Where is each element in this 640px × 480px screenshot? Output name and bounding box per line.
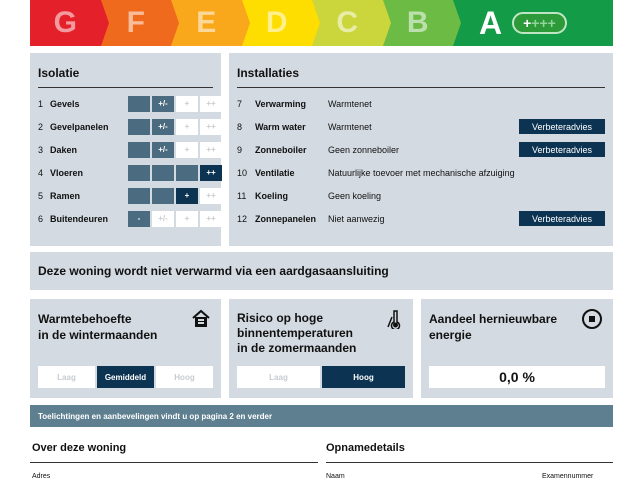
risico-title bbox=[237, 311, 356, 356]
option-laag: Laag bbox=[237, 366, 320, 388]
thermometer-icon bbox=[385, 309, 405, 329]
row-label: Gevelpanelen bbox=[50, 121, 109, 132]
risico-panel bbox=[229, 299, 413, 398]
scale-cell bbox=[128, 165, 150, 181]
row-label: Vloeren bbox=[50, 167, 84, 178]
divider bbox=[326, 462, 613, 463]
plus-indicator bbox=[512, 12, 567, 34]
isolatie-scale bbox=[128, 119, 222, 135]
energy-class-letter: E bbox=[196, 6, 217, 39]
installaties-panel bbox=[229, 53, 613, 246]
naam-label: Naam bbox=[326, 473, 345, 480]
scale-cell bbox=[128, 188, 150, 204]
isolatie-panel bbox=[30, 53, 221, 246]
row-label: Ventilatie bbox=[255, 167, 295, 178]
option-laag: Laag bbox=[38, 366, 95, 388]
installatie-row bbox=[237, 164, 613, 181]
divider bbox=[30, 462, 318, 463]
row-value: Warmtenet bbox=[328, 121, 372, 132]
energy-class-current bbox=[453, 0, 613, 46]
scale-cell bbox=[152, 188, 174, 204]
energy-class-b bbox=[383, 0, 454, 46]
house-icon bbox=[191, 309, 211, 329]
row-value: Niet aanwezig bbox=[328, 213, 385, 224]
installatie-row bbox=[237, 118, 613, 135]
row-value: Natuurlijke toevoer met mechanische afzuiging bbox=[328, 167, 515, 178]
scale-cell: +/- bbox=[152, 142, 174, 158]
verbeteradvies-button[interactable]: Verbeteradvies bbox=[519, 142, 605, 157]
row-value: Warmtenet bbox=[328, 98, 372, 109]
option-hoog: Hoog bbox=[156, 366, 213, 388]
over-title: Over deze woning bbox=[32, 442, 127, 454]
scale-cell: + bbox=[176, 96, 198, 112]
scale-cell bbox=[128, 119, 150, 135]
energy-class-d bbox=[242, 0, 313, 46]
isolatie-row bbox=[38, 210, 216, 227]
installaties-list bbox=[237, 95, 613, 246]
installatie-row bbox=[237, 187, 613, 204]
warmtebehoefte-title bbox=[38, 311, 157, 343]
energy-class-f bbox=[101, 0, 172, 46]
title-line: Aandeel hernieuwbare bbox=[429, 312, 558, 326]
warmtebehoefte-scale bbox=[38, 366, 213, 388]
scale-cell: + bbox=[176, 211, 198, 227]
row-label: Daken bbox=[50, 144, 78, 155]
hernieuwbaar-title bbox=[429, 311, 557, 343]
installatie-row bbox=[237, 210, 613, 227]
scale-cell: ++ bbox=[200, 142, 222, 158]
scale-cell: + bbox=[176, 188, 198, 204]
scale-cell: + bbox=[176, 119, 198, 135]
gas-notice-panel bbox=[30, 252, 613, 290]
option-hoog: Hoog bbox=[322, 366, 405, 388]
title-line: Risico op hoge bbox=[237, 311, 324, 325]
isolatie-row bbox=[38, 118, 216, 135]
recycle-icon bbox=[581, 308, 603, 330]
row-number: 5 bbox=[38, 190, 44, 201]
plus-on: + bbox=[523, 15, 532, 31]
energy-class-letter: G bbox=[53, 6, 77, 39]
installatie-row bbox=[237, 141, 613, 158]
row-number: 10 bbox=[237, 167, 248, 178]
scale-cell: - bbox=[128, 211, 150, 227]
hernieuwbaar-panel bbox=[421, 299, 613, 398]
isolatie-scale bbox=[128, 142, 222, 158]
energy-class-letter: C bbox=[336, 6, 359, 39]
isolatie-row bbox=[38, 187, 216, 204]
energy-class-e bbox=[171, 0, 242, 46]
isolatie-title: Isolatie bbox=[38, 66, 80, 80]
row-label: Ramen bbox=[50, 190, 81, 201]
title-line: Warmtebehoefte bbox=[38, 312, 132, 326]
row-number: 4 bbox=[38, 167, 44, 178]
row-label: Gevels bbox=[50, 98, 80, 109]
scale-cell bbox=[128, 96, 150, 112]
scale-cell bbox=[128, 142, 150, 158]
energy-class-c bbox=[312, 0, 383, 46]
row-number: 7 bbox=[237, 98, 243, 109]
row-number: 8 bbox=[237, 121, 243, 132]
row-label: Warm water bbox=[255, 121, 306, 132]
divider bbox=[38, 87, 213, 88]
row-label: Verwarming bbox=[255, 98, 307, 109]
isolatie-row bbox=[38, 164, 216, 181]
verbeteradvies-button[interactable]: Verbeteradvies bbox=[519, 211, 605, 226]
title-line: binnentemperaturen bbox=[237, 326, 354, 340]
scale-cell: +/- bbox=[152, 211, 174, 227]
scale-cell: +/- bbox=[152, 96, 174, 112]
title-line: in de wintermaanden bbox=[38, 328, 158, 342]
row-number: 1 bbox=[38, 98, 44, 109]
scale-cell: + bbox=[176, 142, 198, 158]
isolatie-row bbox=[38, 141, 216, 158]
divider bbox=[237, 87, 605, 88]
opname-title: Opnamedetails bbox=[326, 442, 405, 454]
gas-notice: Deze woning wordt niet verwarmd via een aardgasaansluiting bbox=[38, 264, 389, 278]
energy-class-letter: D bbox=[265, 6, 288, 39]
risico-scale bbox=[237, 366, 405, 388]
row-label: Zonnepanelen bbox=[255, 213, 317, 224]
energy-label-scale bbox=[30, 0, 613, 46]
scale-cell: ++ bbox=[200, 96, 222, 112]
scale-cell: ++ bbox=[200, 211, 222, 227]
isolatie-scale bbox=[128, 211, 222, 227]
row-number: 12 bbox=[237, 213, 248, 224]
row-number: 3 bbox=[38, 144, 44, 155]
info-banner: Toelichtingen en aanbevelingen vindt u op pagina 2 en verder bbox=[30, 405, 613, 427]
warmtebehoefte-panel bbox=[30, 299, 221, 398]
energy-class-letter: B bbox=[406, 6, 429, 39]
installatie-row bbox=[237, 95, 613, 112]
hernieuwbaar-value: 0,0 % bbox=[429, 366, 605, 388]
row-number: 2 bbox=[38, 121, 44, 132]
row-label: Koeling bbox=[255, 190, 288, 201]
scale-cell: ++ bbox=[200, 188, 222, 204]
row-number: 6 bbox=[38, 213, 44, 224]
row-value: Geen koeling bbox=[328, 190, 382, 201]
adres-label: Adres bbox=[32, 473, 51, 480]
scale-cell bbox=[176, 165, 198, 181]
scale-cell: +/- bbox=[152, 119, 174, 135]
examennummer-label: Examennummer bbox=[542, 473, 594, 480]
row-number: 9 bbox=[237, 144, 243, 155]
isolatie-list bbox=[38, 95, 216, 246]
title-line: in de zomermaanden bbox=[237, 341, 357, 355]
isolatie-scale bbox=[128, 188, 222, 204]
isolatie-scale bbox=[128, 165, 222, 181]
scale-cell bbox=[152, 165, 174, 181]
title-line: energie bbox=[429, 328, 472, 342]
scale-cell: ++ bbox=[200, 165, 222, 181]
plus-off: +++ bbox=[531, 15, 556, 31]
energy-class-letter: A bbox=[479, 4, 503, 41]
row-value: Geen zonneboiler bbox=[328, 144, 400, 155]
row-label: Zonneboiler bbox=[255, 144, 307, 155]
isolatie-scale bbox=[128, 96, 222, 112]
energy-class-g bbox=[30, 0, 101, 46]
isolatie-row bbox=[38, 95, 216, 112]
verbeteradvies-button[interactable]: Verbeteradvies bbox=[519, 119, 605, 134]
row-number: 11 bbox=[237, 190, 247, 201]
energy-class-letter: F bbox=[126, 6, 145, 39]
row-label: Buitendeuren bbox=[50, 213, 109, 224]
installaties-title: Installaties bbox=[237, 66, 300, 80]
scale-cell: ++ bbox=[200, 119, 222, 135]
option-gemiddeld: Gemiddeld bbox=[97, 366, 154, 388]
